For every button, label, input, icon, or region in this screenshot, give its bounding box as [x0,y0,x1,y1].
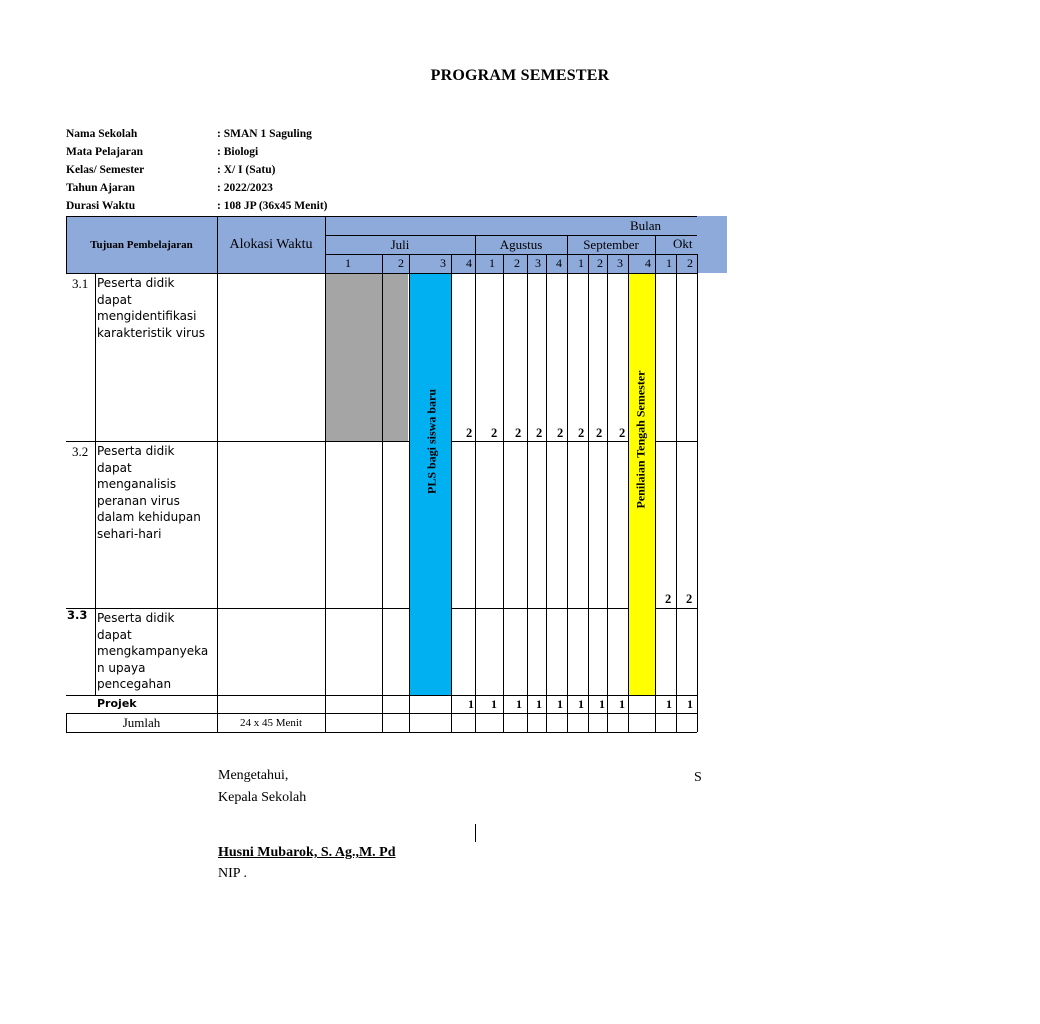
info-value-year: : 2022/2023 [217,182,273,194]
signature-knowing: Mengetahui, [218,768,289,783]
tp-line: sehari-hari [97,526,162,541]
month-september: September [583,236,639,252]
tp-line: pencegahan [97,677,172,691]
grid-line [382,254,383,732]
projek-value: 1 [666,697,672,711]
tp-description [97,443,201,542]
projek-value: 1 [599,697,605,711]
cell-value: 2 [619,426,626,440]
info-value-subject: : Biologi [217,146,259,158]
projek-value: 1 [468,697,474,711]
grid-line [628,254,629,732]
grid-line [588,254,589,732]
week-number: 2 [597,256,603,270]
header-bulan: Bulan [630,218,662,233]
tp-line: menganalisis [97,477,177,491]
document-title: PROGRAM SEMESTER [430,67,610,84]
grid-line [567,235,568,732]
grid-line [66,216,67,273]
cell-value: 2 [515,426,522,440]
week-number: 3 [440,256,446,270]
grid-line [697,254,698,732]
grid-line [607,254,608,732]
tp-description [97,275,205,341]
week-number: 2 [687,256,693,270]
jumlah-value: 24 x 45 Menit [239,716,303,729]
week-number: 1 [578,256,584,270]
tp-number: 3.1 [72,276,89,291]
month-juli: Juli [390,236,410,252]
week-number: 4 [556,256,562,270]
projek-value: 1 [516,697,522,711]
info-label-duration: Durasi Waktu [66,200,136,212]
gray-block-juli-2 [382,273,408,441]
grid-line [66,732,697,733]
grid-line [451,608,628,609]
text-cursor [475,824,476,842]
grid-line [95,273,96,695]
cell-value: 2 [686,592,693,606]
cell-value: 2 [578,426,585,440]
projek-value: 1 [491,697,497,711]
projek-value: 1 [557,697,563,711]
grid-line [66,608,409,609]
tp-line: dapat [97,460,132,475]
tp-line: dapat [97,627,132,642]
tp-line: n upaya [97,660,146,675]
tp-line: Peserta didik [97,276,175,290]
signature-name: Husni Mubarok, S. Ag.,M. Pd [218,845,396,860]
tp-number: 3.3 [67,608,88,622]
tp-line: dalam kehidupan [97,510,201,524]
week-number: 2 [398,256,404,270]
tp-line: Peserta didik [97,444,175,458]
grid-line [546,254,547,732]
tp-line: peranan virus [97,493,180,508]
tp-line: Peserta didik [97,611,175,625]
grid-line [66,216,697,217]
grid-line [655,235,656,732]
header-tujuan-pembelajaran: Tujuan Pembelajaran [90,238,193,251]
grid-line [325,216,326,732]
month-oktober: Okt [673,236,693,251]
week-number: 1 [345,256,351,270]
info-value-class: : X/ I (Satu) [217,164,276,176]
jumlah-label: Jumlah [122,714,161,730]
cell-value: 2 [596,426,603,440]
grid-line [451,441,628,442]
week-number: 4 [645,256,651,270]
grid-line [325,235,697,236]
cell-value: 2 [665,592,672,606]
pts-label: Penilaian Tengah Semester [633,370,648,509]
info-label-subject: Mata Pelajaran [66,146,143,158]
tp-line: mengkampanyeka [97,644,209,658]
week-number: 4 [466,256,472,270]
grid-line [217,216,218,732]
info-label-school: Nama Sekolah [66,128,138,140]
tp-line: karakteristik virus [97,325,205,340]
grid-line [66,713,67,732]
tp-line: dapat [97,292,132,307]
week-number: 1 [489,256,495,270]
info-value-duration: : 108 JP (36x45 Menit) [217,200,328,212]
grid-line [475,235,476,732]
grid-line [676,254,677,732]
cell-value: 2 [557,426,564,440]
grid-line [451,254,452,732]
grid-line [325,254,697,255]
grid-line [503,254,504,732]
info-label-class: Kelas/ Semester [66,164,145,176]
signature-nip: NIP . [218,866,248,881]
signature-right-fragment: S [694,770,702,785]
signature-position: Kepala Sekolah [218,790,307,805]
tp-number: 3.2 [72,444,89,459]
week-number: 3 [617,256,623,270]
projek-value: 1 [536,697,542,711]
info-label-year: Tahun Ajaran [66,182,135,194]
grid-line [527,254,528,732]
projek-value: 1 [687,697,693,711]
week-number: 1 [666,256,672,270]
info-value-school: : SMAN 1 Saguling [217,128,312,140]
grid-line [409,254,410,732]
projek-value: 1 [578,697,584,711]
cell-value: 2 [466,426,473,440]
week-number: 2 [514,256,520,270]
cell-value: 2 [536,426,543,440]
cell-value: 2 [491,426,498,440]
grid-line [66,441,409,442]
table-header-overflow [697,216,727,273]
tp-description [97,610,208,694]
tp-line: mengidentifikasi [97,309,197,323]
projek-label: Projek [97,697,137,710]
projek-value: 1 [619,697,625,711]
pls-label: PLS bagi siswa baru [424,388,439,495]
month-agustus: Agustus [499,236,543,252]
week-number: 3 [535,256,541,270]
gray-block-juli-1 [325,273,382,441]
header-alokasi-waktu: Alokasi Waktu [229,236,313,252]
